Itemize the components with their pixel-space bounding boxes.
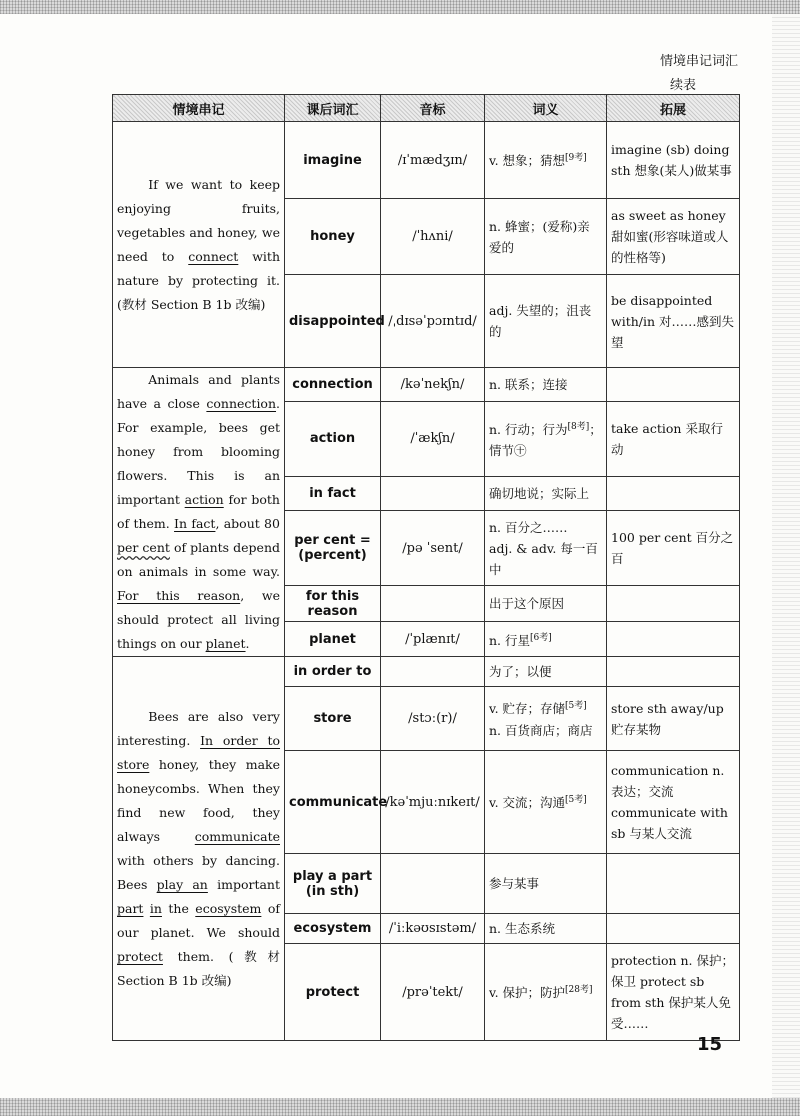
meaning — [485, 199, 607, 275]
vocabulary-table — [112, 94, 740, 1041]
story-cell — [113, 657, 285, 1041]
extension: imagine (sb) doing sth 想象(某人)做某事 — [607, 122, 740, 199]
phonetic: /prəˈtekt/ — [381, 944, 485, 1041]
meaning-text: n. 联系；连接 — [489, 376, 568, 392]
vocab-word: in fact — [285, 476, 381, 511]
extension — [607, 914, 740, 944]
extension: protection n. 保护；保卫 protect sb from sth 保护某人免受…… — [607, 944, 740, 1041]
vocab-word: ecosystem — [285, 914, 381, 944]
meaning — [485, 511, 607, 586]
phonetic — [381, 586, 485, 622]
meaning — [485, 476, 607, 511]
underlined-vocab: ecosystem — [195, 900, 262, 916]
meaning — [485, 586, 607, 622]
column-header: 情境串记 — [113, 95, 285, 122]
table-row — [113, 657, 740, 687]
extension: take action 采取行动 — [607, 401, 740, 476]
meaning-text: 确切地说；实际上 — [489, 485, 590, 501]
story-text: the — [161, 900, 196, 916]
meaning — [485, 854, 607, 914]
extension — [607, 476, 740, 511]
running-title: 情境串记词汇 — [659, 54, 738, 69]
underlined-vocab: protect — [117, 948, 163, 964]
story-text: , we should protect all living things on our — [117, 588, 280, 651]
story-text: of plants depend on animals in some way. — [117, 540, 280, 579]
story-cell — [113, 122, 285, 368]
extension — [607, 854, 740, 914]
underlined-vocab: part — [117, 900, 144, 916]
phonetic: /ˈækʃn/ — [381, 401, 485, 476]
exam-frequency-badge: [6考] — [530, 632, 552, 643]
underlined-vocab: connect — [188, 248, 239, 264]
meaning-text: n. 行动；行为 — [489, 421, 568, 437]
meaning-text-secondary: ；情节㊉ — [489, 421, 602, 458]
vocab-word: per cent =(percent) — [285, 511, 381, 586]
column-header: 拓展 — [607, 95, 740, 122]
meaning — [485, 687, 607, 751]
story-text: important — [207, 876, 280, 892]
extension — [607, 622, 740, 657]
vocab-word: action — [285, 401, 381, 476]
phonetic — [381, 476, 485, 511]
meaning-text: v. 交流；沟通 — [489, 795, 566, 811]
meaning-text: 参与某事 — [489, 876, 540, 891]
column-header: 音标 — [381, 95, 485, 122]
underlined-vocab: in — [149, 900, 162, 916]
phonetic: /ɪˈmædʒɪn/ — [381, 122, 485, 199]
story-text: of our planet. We should — [117, 900, 280, 940]
phonetic: /kəˈnekʃn/ — [381, 368, 485, 402]
story-text: . — [245, 636, 250, 651]
extension — [607, 368, 740, 402]
meaning-text-secondary: adj. & adv. 每一百中 — [489, 540, 598, 577]
table-row — [113, 368, 740, 402]
meaning-text: n. 蜂蜜；(爱称)亲爱的 — [489, 218, 590, 255]
vocab-word: communicate — [285, 751, 381, 854]
meaning — [485, 944, 607, 1041]
underlined-vocab: In order to — [200, 732, 281, 748]
meaning — [485, 122, 607, 199]
vocab-word: connection — [285, 368, 381, 402]
story-paragraph — [117, 368, 280, 656]
exam-frequency-badge: [8考] — [567, 421, 590, 432]
underlined-vocab: In fact — [174, 516, 216, 531]
meaning — [485, 914, 607, 944]
story-text: with others by dancing. Bees — [117, 852, 280, 892]
exam-frequency-badge: [28考] — [565, 985, 593, 996]
vocab-word: disappointed — [285, 275, 381, 368]
meaning-text: v. 保护；防护 — [489, 985, 566, 1001]
vocab-word: protect — [285, 944, 381, 1041]
vocab-word: imagine — [285, 122, 381, 199]
meaning — [485, 401, 607, 476]
phonetic: /pə ˈsent/ — [381, 511, 485, 586]
meaning-text: adj. 失望的；沮丧的 — [489, 303, 592, 339]
meaning — [485, 275, 607, 368]
extension — [607, 657, 740, 687]
underlined-vocab: connection — [206, 396, 277, 411]
story-text: with nature by protecting it. (教材 Section B 1b 改编) — [117, 248, 281, 312]
phonetic — [381, 854, 485, 914]
phonetic — [381, 657, 485, 687]
meaning — [485, 751, 607, 854]
meaning-text: 为了；以便 — [489, 664, 552, 679]
phonetic: /ˈiːkəʊsɪstəm/ — [381, 914, 485, 944]
vocab-word: store — [285, 687, 381, 751]
exam-frequency-badge: [5考] — [565, 795, 587, 806]
meaning-text: 出于这个原因 — [489, 596, 565, 612]
story-text: Bees are also very interesting. — [117, 708, 280, 748]
column-header: 词义 — [485, 95, 607, 122]
vocab-word: honey — [285, 199, 381, 275]
extension — [607, 586, 740, 622]
meaning-text: n. 行星 — [489, 632, 530, 648]
story-cell — [113, 368, 285, 657]
phonetic: /ˈhʌni/ — [381, 199, 485, 275]
underlined-vocab: planet — [205, 636, 246, 651]
exam-frequency-badge: [9考] — [565, 153, 587, 164]
story-text: , about 80 — [215, 516, 280, 531]
extension: be disappointed with/in 对……感到失望 — [607, 275, 740, 368]
vocab-word: for this reason — [285, 586, 381, 622]
meaning — [485, 622, 607, 657]
story-paragraph — [117, 173, 280, 317]
phonetic: /ˈplænɪt/ — [381, 622, 485, 657]
extension: store sth away/up 贮存某物 — [607, 687, 740, 751]
phonetic: /stɔː(r)/ — [381, 687, 485, 751]
page-number: 15 — [696, 1034, 722, 1055]
story-text: honey, they make honeycombs. When they find new food, they always — [117, 756, 280, 844]
extension: communication n. 表达；交流 communicate with sb 与某人交流 — [607, 751, 740, 854]
phonetic: /ˌdɪsəˈpɔɪntɪd/ — [381, 275, 485, 368]
meaning-text: v. 贮存；存储 — [489, 701, 566, 717]
underlined-vocab: per cent — [117, 540, 170, 555]
underlined-vocab: For this reason — [117, 588, 241, 603]
story-text: . For example, bees get honey from blooming flowers. This is an important — [117, 396, 280, 507]
scan-border-top — [0, 0, 800, 14]
scan-border-right — [772, 14, 800, 1098]
vocab-word: in order to — [285, 657, 381, 687]
underlined-vocab: store — [117, 756, 150, 772]
story-text: for both of them. — [117, 492, 280, 531]
extension: 100 per cent 百分之百 — [607, 511, 740, 586]
phonetic: /kəˈmjuːnɪkeɪt/ — [381, 751, 485, 854]
exam-frequency-badge: [5考] — [565, 701, 587, 712]
underlined-vocab: communicate — [194, 828, 280, 844]
underlined-vocab: play an — [156, 876, 208, 892]
meaning-text: v. 想象；猜想 — [489, 153, 566, 169]
table-continued-label: 续表 — [669, 78, 696, 93]
extension: as sweet as honey 甜如蜜(形容味道或人的性格等) — [607, 199, 740, 275]
meaning-text: n. 百分之…… — [489, 519, 568, 535]
vocab-word: planet — [285, 622, 381, 657]
vocab-word: play a part (in sth) — [285, 854, 381, 914]
story-text: them. (教材 Section B 1b 改编) — [117, 948, 280, 988]
column-header: 课后词汇 — [285, 95, 381, 122]
table-row — [113, 122, 740, 199]
underlined-vocab: action — [184, 492, 224, 507]
story-paragraph — [117, 705, 280, 993]
table-header-row — [113, 95, 740, 122]
scan-border-bottom — [0, 1098, 800, 1116]
story-text: Animals and plants have a close — [117, 372, 280, 411]
meaning-text-secondary: n. 百货商店；商店 — [489, 722, 593, 738]
meaning — [485, 368, 607, 402]
meaning-text: n. 生态系统 — [489, 921, 555, 936]
meaning — [485, 657, 607, 687]
story-text: If we want to keep enjoying fruits, vegetables and honey, we need to — [117, 176, 280, 264]
